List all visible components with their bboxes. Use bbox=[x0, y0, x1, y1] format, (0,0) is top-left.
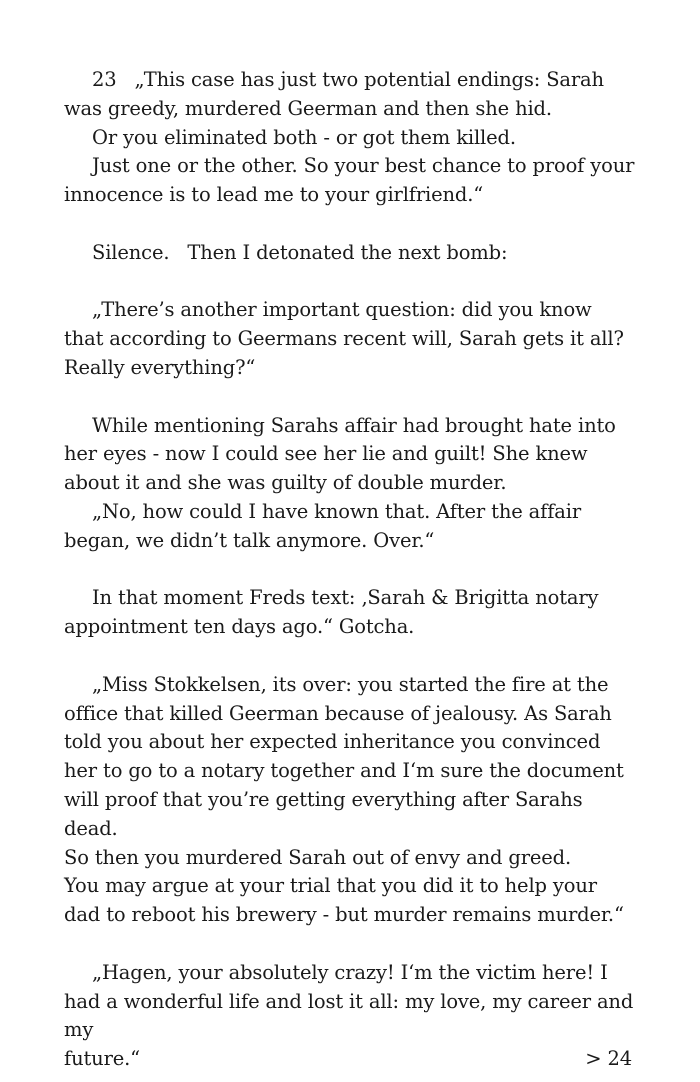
paragraph-denial: „No, how could I have known that. After the affair began, we didn’t talk anymore. Over.“ bbox=[64, 499, 582, 552]
paragraph-freds-text bbox=[64, 584, 636, 642]
paragraph-victim-end: future.“ bbox=[64, 1047, 141, 1071]
paragraph-silence bbox=[64, 239, 636, 268]
freds-text-intro: In that moment Freds text: bbox=[92, 586, 356, 610]
paragraph-innocence: Just one or the other. So your best chance to proof your innocence is to lead me to your girlfriend.“ bbox=[64, 154, 635, 207]
page-body bbox=[64, 66, 636, 1074]
freds-text-message: ‚Sarah & Brigitta notary appointment ten days ago.“ bbox=[64, 586, 599, 639]
paragraph-opening bbox=[64, 66, 636, 124]
paragraph-victim: „Hagen, your absolutely crazy! I‘m the victim here! I had a wonderful life and lost it all: my love, my career and my bbox=[64, 960, 634, 1042]
paragraph-trial: You may argue at your trial that you did it to help your dad to reboot his brewery - but murder remains murder.“ bbox=[64, 874, 624, 927]
paragraph-eliminated: Or you eliminated both - or got them killed. bbox=[92, 125, 516, 149]
gotcha-text: Gotcha. bbox=[338, 615, 415, 639]
paragraph-accusation: „Miss Stokkelsen, its over: you started the fire at the office that killed Geerman because of jealousy. As Sarah told you about her expected inheritance you convinced her to go to a notary together and I‘m sure the document will proof that you’re getting everything after Sarahs dead. bbox=[64, 672, 624, 840]
paragraph-will-question: „There’s another important question: did you know that according to Geermans recent will, Sarah gets it all? Really everything?“ bbox=[64, 298, 624, 379]
paragraph-opening-text: „This case has just two potential endings: Sarah was greedy, murdered Geerman and then she hid. bbox=[64, 68, 604, 120]
next-page-link[interactable]: > 24 bbox=[585, 1047, 632, 1071]
last-line bbox=[64, 1045, 636, 1074]
silence-text: Silence. bbox=[92, 240, 170, 264]
paragraph-envy: So then you murdered Sarah out of envy and greed. bbox=[64, 845, 572, 869]
paragraph-affair: While mentioning Sarahs affair had brought hate into her eyes - now I could see her lie and guilt! She knew about it and she was guilty of double murder. bbox=[64, 413, 616, 495]
detonated-text: Then I detonated the next bomb: bbox=[187, 240, 508, 264]
page-number: 23 bbox=[92, 68, 117, 91]
